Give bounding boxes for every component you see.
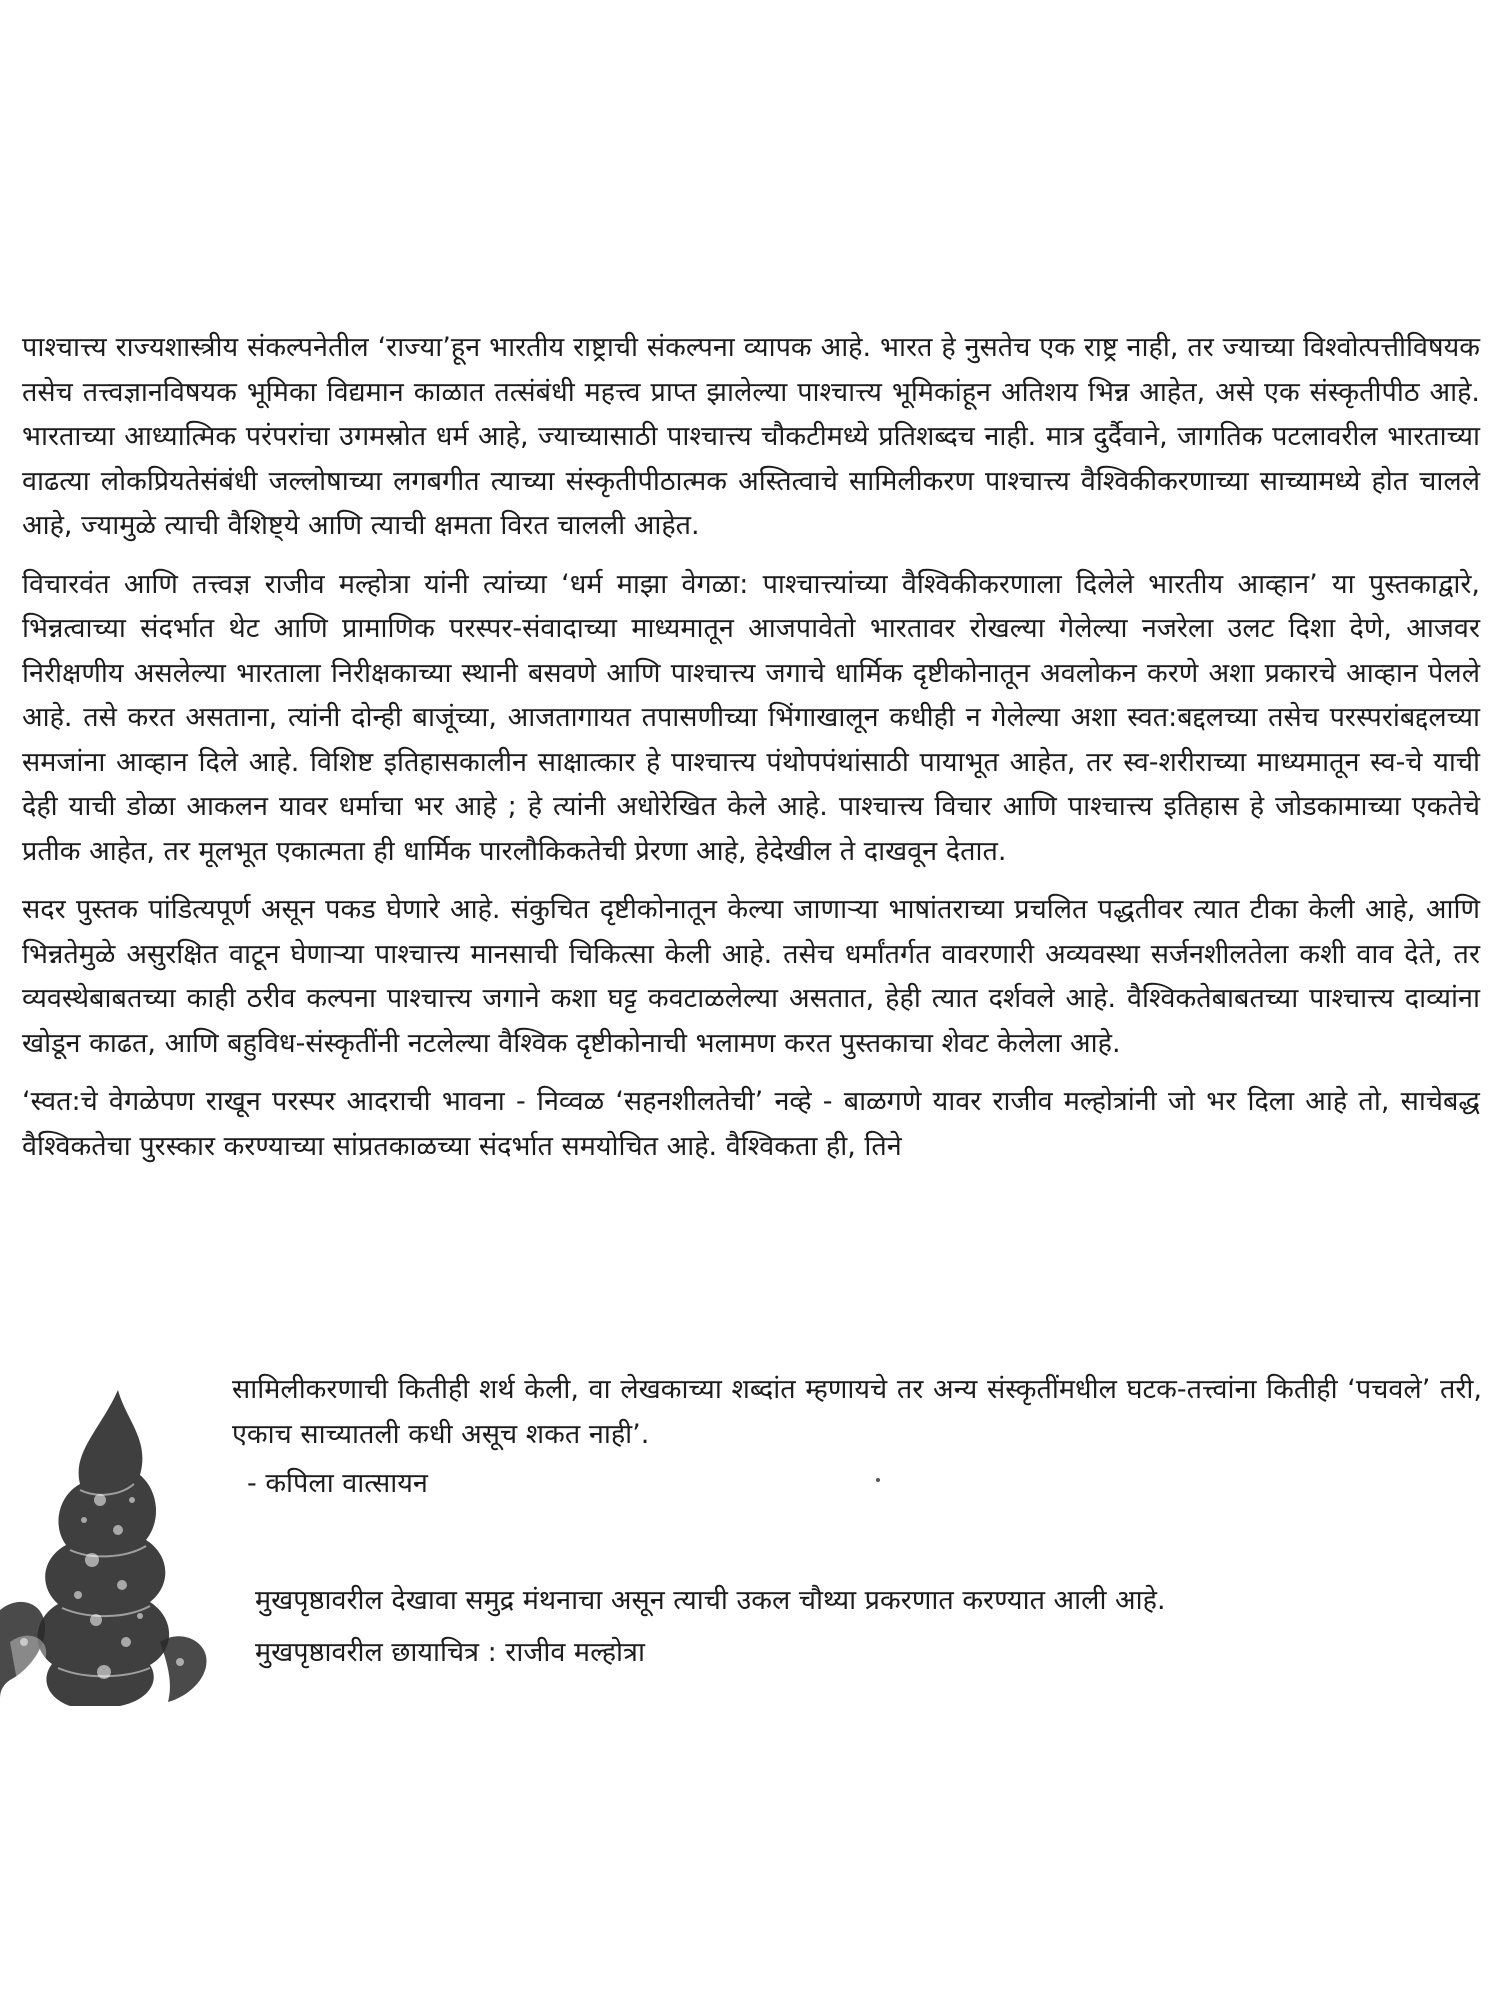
quote-attribution: - कपिला वात्सायन (247, 1468, 428, 1499)
paragraph-1: पाश्चात्त्य राज्यशास्त्रीय संकल्पनेतील ‘राज्या’हून भारतीय राष्ट्राची संकल्पना व्यापक आहे. भारत हे नुसतेच एक राष्ट्र नाही, तर ज्याच्या विश्वोत्पत्तीविषयक तसेच तत्त्वज्ञानविषयक भूमिका विद्यमान काळात तत्संबंधी महत्त्व प्राप्त झालेल्या पाश्चात्त्य भूमिकांहून अतिशय भिन्न आहेत, असे एक संस्कृतीपीठ आहे. भारताच्या आध्यात्मिक परंपरांचा उगमस्रोत धर्म आहे, ज्याच्यासाठी पाश्चात्त्य चौकटीमध्ये प्रतिशब्दच नाही. मात्र दुर्दैवाने, जागतिक पटलावरील भारताच्या वाढत्या लोकप्रियतेसंबंधी जल्लोषाच्या लगबगीत त्याच्या संस्कृतीपीठात्मक अस्तित्वाचे सामिलीकरण पाश्चात्त्य वैश्विकीकरणाच्या साच्यामध्ये होत चालले आहे, ज्यामुळे त्याची वैशिष्ट्ये आणि त्याची क्षमता विरत चालली आहेत. (22, 332, 1480, 541)
paragraph-3: सदर पुस्तक पांडित्यपूर्ण असून पकड घेणारे आहे. संकुचित दृष्टीकोनातून केल्या जाणाऱ्या भाषांतराच्या प्रचलित पद्धतीवर त्यात टीका केली आहे, आणि भिन्नतेमुळे असुरक्षित वाटून घेणाऱ्या पाश्चात्त्य मानसाची चिकित्सा केली आहे. तसेच धर्मांतर्गत वावरणारी अव्यवस्था सर्जनशीलतेला कशी वाव देते, तर व्यवस्थेबाबतच्या काही ठरीव कल्पना पाश्चात्त्य जगाने कशा घट्ट कवटाळलेल्या असतात, हेही त्यात दर्शवले आहे. वैश्विकतेबाबतच्या पाश्चात्त्य दाव्यांना खोडून काढत, आणि बहुविध-संस्कृतींनी नटलेल्या वैश्विक दृष्टीकोनाची भलामण करत पुस्तकाचा शेवट केलेला आहे. (22, 894, 1480, 1059)
cover-notes (255, 1575, 1166, 1679)
blurb-text (22, 326, 1480, 1169)
quote-continuation: सामिलीकरणाची कितीही शर्थ केली, वा लेखकाच्या शब्दांत म्हणायचे तर अन्य संस्कृतींमधील घटक-तत्त्वांना कितीही ‘पचवले’ तरी, एकाच साच्यातली कधी असूच शकत नाही’. (232, 1374, 1482, 1450)
cover-scene-note: मुखपृष्ठावरील देखावा समुद्र मंथनाचा असून त्याची उकल चौथ्या प्रकरणात करण्यात आली आहे. (255, 1585, 1166, 1616)
quote-lead: ‘स्वत:चे वेगळेपण राखून परस्पर आदराची भावना - निव्वळ ‘सहनशीलतेची’ नव्हे - बाळगणे यावर राजीव मल्होत्रांनी जो भर दिला आहे तो, साचेबद्ध वैश्विकतेचा पुरस्कार करण्याच्या सांप्रतकाळच्या संदर्भात समयोचित आहे. वैश्विकता ही, तिने (22, 1086, 1480, 1162)
cover-photo-credit: मुखपृष्ठावरील छायाचित्र : राजीव मल्होत्रा (255, 1637, 645, 1668)
naga-sculpture-ornament-icon (0, 1380, 215, 1710)
ink-speck (876, 1478, 880, 1482)
paragraph-2: विचारवंत आणि तत्त्वज्ञ राजीव मल्होत्रा यांनी त्यांच्या ‘धर्म माझा वेगळा: पाश्चात्त्यांच्या वैश्विकीकरणाला दिलेले भारतीय आव्हान’ या पुस्तकाद्वारे, भिन्नत्वाच्या संदर्भात थेट आणि प्रामाणिक परस्पर-संवादाच्या माध्यमातून आजपावेतो भारतावर रोखल्या गेलेल्या नजरेला उलट दिशा देणे, आजवर निरीक्षणीय असलेल्या भारताला निरीक्षकाच्या स्थानी बसवणे आणि पाश्चात्त्य जगाचे धार्मिक दृष्टीकोनातून अवलोकन करणे अशा प्रकारचे आव्हान पेलले आहे. तसे करत असताना, त्यांनी दोन्ही बाजूंच्या, आजतागायत तपासणीच्या भिंगाखालून कधीही न गेलेल्या अशा स्वत:बद्दलच्या तसेच परस्परांबद्दलच्या समजांना आव्हान दिले आहे. विशिष्ट इतिहासकालीन साक्षात्कार हे पाश्चात्त्य पंथोपपंथांसाठी पायाभूत आहेत, तर स्व-शरीराच्या माध्यमातून स्व-चे याची देही याची डोळा आकलन यावर धर्माचा भर आहे ; हे त्यांनी अधोरेखित केले आहे. पाश्चात्त्य विचार आणि पाश्चात्त्य इतिहास हे जोडकामाच्या एकतेचे प्रतीक आहेत, तर मूलभूत एकात्मता ही धार्मिक पारलौकिकतेची प्रेरणा आहे, हेदेखील ते दाखवून देतात. (22, 568, 1480, 867)
